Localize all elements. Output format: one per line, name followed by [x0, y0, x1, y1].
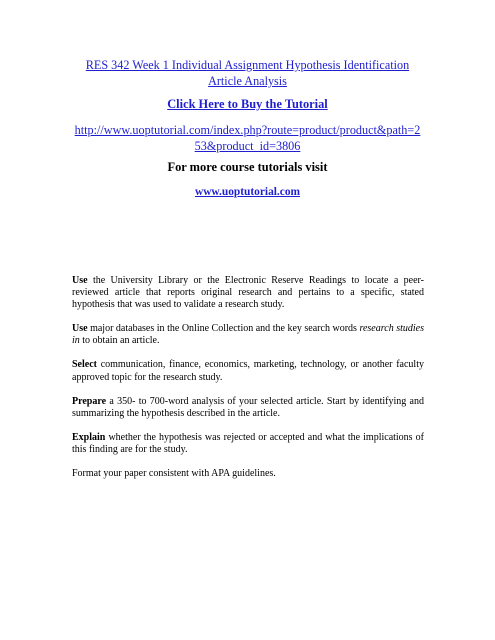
- instruction-verb: Explain: [72, 431, 106, 443]
- more-tutorials-heading: For more course tutorials visit: [167, 160, 328, 174]
- tutorial-url-link[interactable]: http://www.uoptutorial.com/index.php?route=product/product&path=253&product_id=3806: [74, 123, 421, 153]
- instruction-text: communication, finance, economics, marketing, technology, or another faculty approved topic for the research study.: [72, 359, 424, 383]
- instruction-paragraph: [72, 359, 424, 383]
- instruction-text: whether the hypothesis was rejected or accepted and what the implications of this finding are for the study.: [72, 431, 424, 455]
- instruction-text: to obtain an article.: [79, 335, 160, 347]
- instruction-paragraph: [72, 432, 424, 456]
- instruction-text: the University Library or the Electronic Reserve Readings to locate a peer-reviewed article that reports original research and pertains to a specific, stated hypothesis that was used to validate a research study.: [72, 275, 424, 311]
- search-keywords: research studies in: [72, 323, 425, 347]
- instruction-paragraph: [72, 323, 424, 347]
- instruction-verb: Use: [72, 275, 88, 286]
- instruction-text: major databases in the Online Collection and the key search words: [87, 323, 360, 335]
- instruction-paragraph: [72, 275, 424, 311]
- assignment-title-link[interactable]: RES 342 Week 1 Individual Assignment Hypothesis Identification Article Analysis: [85, 58, 410, 88]
- assignment-instructions: [72, 275, 424, 492]
- site-home-link[interactable]: www.uoptutorial.com: [194, 186, 301, 198]
- instruction-paragraph: [72, 396, 424, 420]
- instruction-verb: Select: [72, 359, 97, 371]
- formatting-note: Format your paper consistent with APA guidelines.: [72, 468, 276, 480]
- instruction-text: a 350- to 700-word analysis of your selected article. Start by identifying and summarizing the hypothesis described in the article.: [72, 395, 424, 419]
- buy-tutorial-link[interactable]: Click Here to Buy the Tutorial: [167, 97, 328, 111]
- instruction-verb: Prepare: [72, 395, 107, 407]
- instruction-verb: Use: [72, 323, 88, 335]
